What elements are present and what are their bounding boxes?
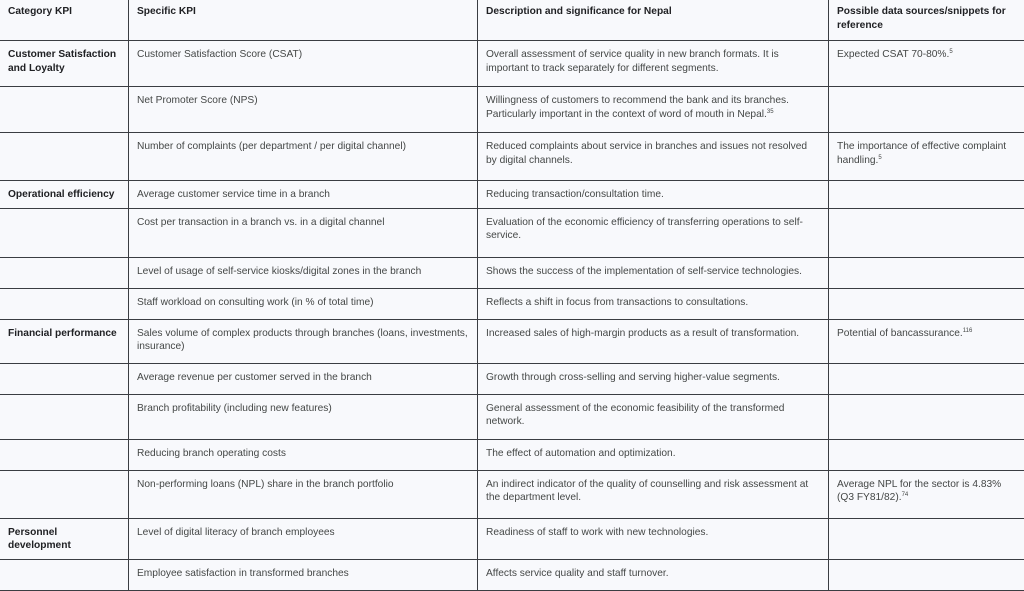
table-row bbox=[0, 470, 1024, 518]
cell-category bbox=[0, 363, 129, 394]
table-row bbox=[0, 559, 1024, 590]
cell-specific-kpi bbox=[129, 181, 478, 209]
cell-description bbox=[478, 288, 829, 319]
table-row bbox=[0, 133, 1024, 181]
table-header-row bbox=[0, 0, 1024, 41]
cell-category bbox=[0, 288, 129, 319]
cell-category bbox=[0, 41, 129, 87]
footnote-reference: 5 bbox=[949, 49, 952, 55]
cell-data-source bbox=[829, 208, 1024, 257]
cell-category bbox=[0, 319, 129, 363]
cell-description-text: Increased sales of high-margin products as a result of transformation. bbox=[486, 328, 799, 339]
cell-category-text: Financial performance bbox=[8, 328, 117, 339]
cell-specific-kpi bbox=[129, 319, 478, 363]
cell-description-text: Shows the success of the implementation of self-service technologies. bbox=[486, 266, 802, 277]
cell-description bbox=[478, 319, 829, 363]
cell-description bbox=[478, 518, 829, 559]
cell-data-source bbox=[829, 41, 1024, 87]
cell-specific-kpi bbox=[129, 439, 478, 470]
cell-category bbox=[0, 257, 129, 288]
footnote-reference: 116 bbox=[963, 328, 973, 334]
cell-description-text: The effect of automation and optimization. bbox=[486, 448, 676, 459]
table-row bbox=[0, 87, 1024, 133]
cell-data-source bbox=[829, 518, 1024, 559]
cell-category bbox=[0, 87, 129, 133]
cell-description-text: Willingness of customers to recommend the bank and its branches. Particularly important in the context of word of mouth in Nepal. bbox=[486, 95, 789, 120]
cell-category-text: Personnel development bbox=[8, 527, 71, 552]
cell-data-source bbox=[829, 257, 1024, 288]
cell-description bbox=[478, 257, 829, 288]
table-row bbox=[0, 394, 1024, 439]
cell-category-text: Customer Satisfaction and Loyalty bbox=[8, 49, 116, 74]
cell-specific-kpi bbox=[129, 518, 478, 559]
cell-description bbox=[478, 181, 829, 209]
table-row bbox=[0, 288, 1024, 319]
header-category-kpi: Category KPI bbox=[0, 0, 129, 41]
table-row bbox=[0, 439, 1024, 470]
cell-description bbox=[478, 208, 829, 257]
cell-specific-kpi-text: Reducing branch operating costs bbox=[137, 448, 286, 459]
cell-specific-kpi-text: Average revenue per customer served in the branch bbox=[137, 372, 372, 383]
cell-category bbox=[0, 470, 129, 518]
cell-specific-kpi-text: Branch profitability (including new features) bbox=[137, 403, 332, 414]
cell-specific-kpi-text: Number of complaints (per department / per digital channel) bbox=[137, 141, 406, 152]
cell-specific-kpi bbox=[129, 470, 478, 518]
cell-specific-kpi bbox=[129, 559, 478, 590]
header-data-sources: Possible data sources/snippets for reference bbox=[829, 0, 1024, 41]
cell-data-source bbox=[829, 394, 1024, 439]
cell-specific-kpi bbox=[129, 208, 478, 257]
cell-description-text: Overall assessment of service quality in new branch formats. It is important to track separately for different segments. bbox=[486, 49, 779, 74]
cell-specific-kpi-text: Net Promoter Score (NPS) bbox=[137, 95, 258, 106]
cell-specific-kpi bbox=[129, 288, 478, 319]
cell-description-text: An indirect indicator of the quality of counselling and risk assessment at the department level. bbox=[486, 479, 808, 504]
table-row bbox=[0, 257, 1024, 288]
cell-description bbox=[478, 470, 829, 518]
cell-description-text: Evaluation of the economic efficiency of transferring operations to self-service. bbox=[486, 217, 803, 242]
cell-specific-kpi bbox=[129, 363, 478, 394]
cell-specific-kpi bbox=[129, 41, 478, 87]
table-row bbox=[0, 363, 1024, 394]
table-body bbox=[0, 41, 1024, 591]
cell-description-text: Reduced complaints about service in branches and issues not resolved by digital channels. bbox=[486, 141, 807, 166]
cell-description-text: General assessment of the economic feasibility of the transformed network. bbox=[486, 403, 784, 428]
cell-specific-kpi bbox=[129, 394, 478, 439]
cell-specific-kpi-text: Customer Satisfaction Score (CSAT) bbox=[137, 49, 302, 60]
table-row bbox=[0, 181, 1024, 209]
cell-category-text: Operational efficiency bbox=[8, 189, 114, 200]
cell-specific-kpi bbox=[129, 133, 478, 181]
cell-specific-kpi bbox=[129, 87, 478, 133]
cell-category bbox=[0, 518, 129, 559]
footnote-reference: 5 bbox=[878, 155, 881, 161]
cell-data-source bbox=[829, 319, 1024, 363]
cell-description-text: Growth through cross-selling and serving higher-value segments. bbox=[486, 372, 780, 383]
cell-category bbox=[0, 394, 129, 439]
cell-description bbox=[478, 133, 829, 181]
cell-description bbox=[478, 363, 829, 394]
cell-data-source bbox=[829, 133, 1024, 181]
cell-data-source-text: The importance of effective complaint handling. bbox=[837, 141, 1006, 166]
table-row bbox=[0, 319, 1024, 363]
footnote-reference: 35 bbox=[767, 109, 774, 115]
cell-description bbox=[478, 439, 829, 470]
table-row bbox=[0, 518, 1024, 559]
cell-specific-kpi-text: Sales volume of complex products through branches (loans, investments, insurance) bbox=[137, 328, 468, 353]
cell-specific-kpi-text: Non-performing loans (NPL) share in the branch portfolio bbox=[137, 479, 394, 490]
header-description: Description and significance for Nepal bbox=[478, 0, 829, 41]
cell-data-source-text: Average NPL for the sector is 4.83% (Q3 FY81/82). bbox=[837, 479, 1001, 504]
cell-data-source bbox=[829, 470, 1024, 518]
cell-description bbox=[478, 41, 829, 87]
cell-data-source bbox=[829, 87, 1024, 133]
cell-description-text: Readiness of staff to work with new technologies. bbox=[486, 527, 708, 538]
cell-description bbox=[478, 559, 829, 590]
cell-category bbox=[0, 559, 129, 590]
cell-description bbox=[478, 87, 829, 133]
cell-data-source bbox=[829, 288, 1024, 319]
footnote-reference: 74 bbox=[902, 492, 909, 498]
cell-category bbox=[0, 181, 129, 209]
cell-specific-kpi-text: Average customer service time in a branch bbox=[137, 189, 330, 200]
cell-description-text: Reflects a shift in focus from transactions to consultations. bbox=[486, 297, 748, 308]
cell-category bbox=[0, 208, 129, 257]
table-row bbox=[0, 41, 1024, 87]
cell-data-source-text: Expected CSAT 70-80%. bbox=[837, 49, 949, 60]
cell-description-text: Affects service quality and staff turnover. bbox=[486, 568, 669, 579]
cell-description bbox=[478, 394, 829, 439]
cell-data-source-text: Potential of bancassurance. bbox=[837, 328, 963, 339]
cell-data-source bbox=[829, 181, 1024, 209]
cell-specific-kpi bbox=[129, 257, 478, 288]
cell-category bbox=[0, 133, 129, 181]
cell-data-source bbox=[829, 559, 1024, 590]
table-row bbox=[0, 208, 1024, 257]
cell-specific-kpi-text: Level of digital literacy of branch employees bbox=[137, 527, 335, 538]
cell-specific-kpi-text: Cost per transaction in a branch vs. in a digital channel bbox=[137, 217, 384, 228]
cell-category bbox=[0, 439, 129, 470]
cell-data-source bbox=[829, 439, 1024, 470]
cell-specific-kpi-text: Employee satisfaction in transformed branches bbox=[137, 568, 349, 579]
cell-specific-kpi-text: Staff workload on consulting work (in % of total time) bbox=[137, 297, 374, 308]
header-specific-kpi: Specific KPI bbox=[129, 0, 478, 41]
cell-description-text: Reducing transaction/consultation time. bbox=[486, 189, 664, 200]
cell-specific-kpi-text: Level of usage of self-service kiosks/digital zones in the branch bbox=[137, 266, 421, 277]
cell-data-source bbox=[829, 363, 1024, 394]
